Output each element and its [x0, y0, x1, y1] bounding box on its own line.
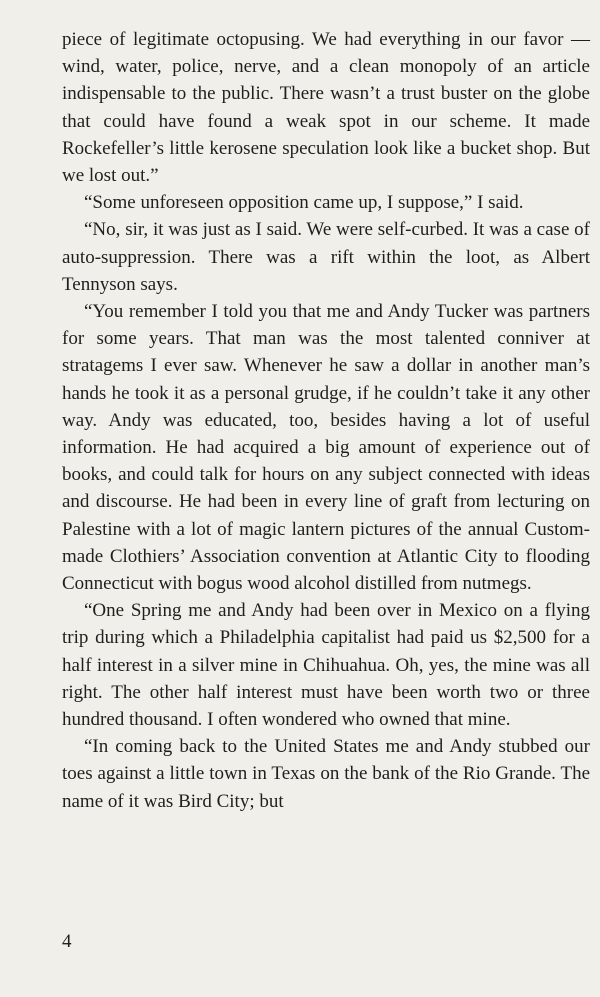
page-number: 4 [62, 931, 72, 952]
paragraph-1: piece of legitimate octopusing. We had everything in our favor — wind, water, police, nerve, and a clean monopoly of an article indispensable to the public. There wasn’t a trust buster on the globe that could have found a weak spot in our scheme. It made Rockefeller’s little kerosene speculation look like a bucket shop. But we lost out.” [62, 29, 590, 187]
paragraph-3: “No, sir, it was just as I said. We were self-curbed. It was a case of auto-suppression. There was a rift within the loot, as Albert Tennyson says. [62, 219, 590, 295]
body-text [62, 26, 590, 815]
paragraph-4: “You remember I told you that me and Andy Tucker was partners for some years. That man was the most talented conniver at stratagems I ever saw. Whenever he saw a dollar in another man’s hands he took it as a personal grudge, if he couldn’t take it any other way. Andy was educated, too, besides having a lot of useful information. He had acquired a big amount of experience out of books, and could talk for hours on any subject connected with ideas and discourse. He had been in every line of graft from lecturing on Palestine with a lot of magic lantern pictures of the annual Custom-made Clothiers’ Association convention at Atlantic City to flooding Connecticut with bogus wood alcohol distilled from nutmegs. [62, 301, 590, 595]
paragraph-5: “One Spring me and Andy had been over in Mexico on a flying trip during which a Philadelphia capitalist had paid us $2,500 for a half interest in a silver mine in Chihuahua. Oh, yes, the mine was all right. The other half interest must have been worth two or three hundred thousand. I often wondered who owned that mine. [62, 600, 590, 731]
paragraph-2: “Some unforeseen opposition came up, I suppose,” I said. [84, 192, 524, 214]
paragraph-6: “In coming back to the United States me and Andy stubbed our toes against a little town in Texas on the bank of the Rio Grande. The name of it was Bird City; but [62, 736, 590, 812]
